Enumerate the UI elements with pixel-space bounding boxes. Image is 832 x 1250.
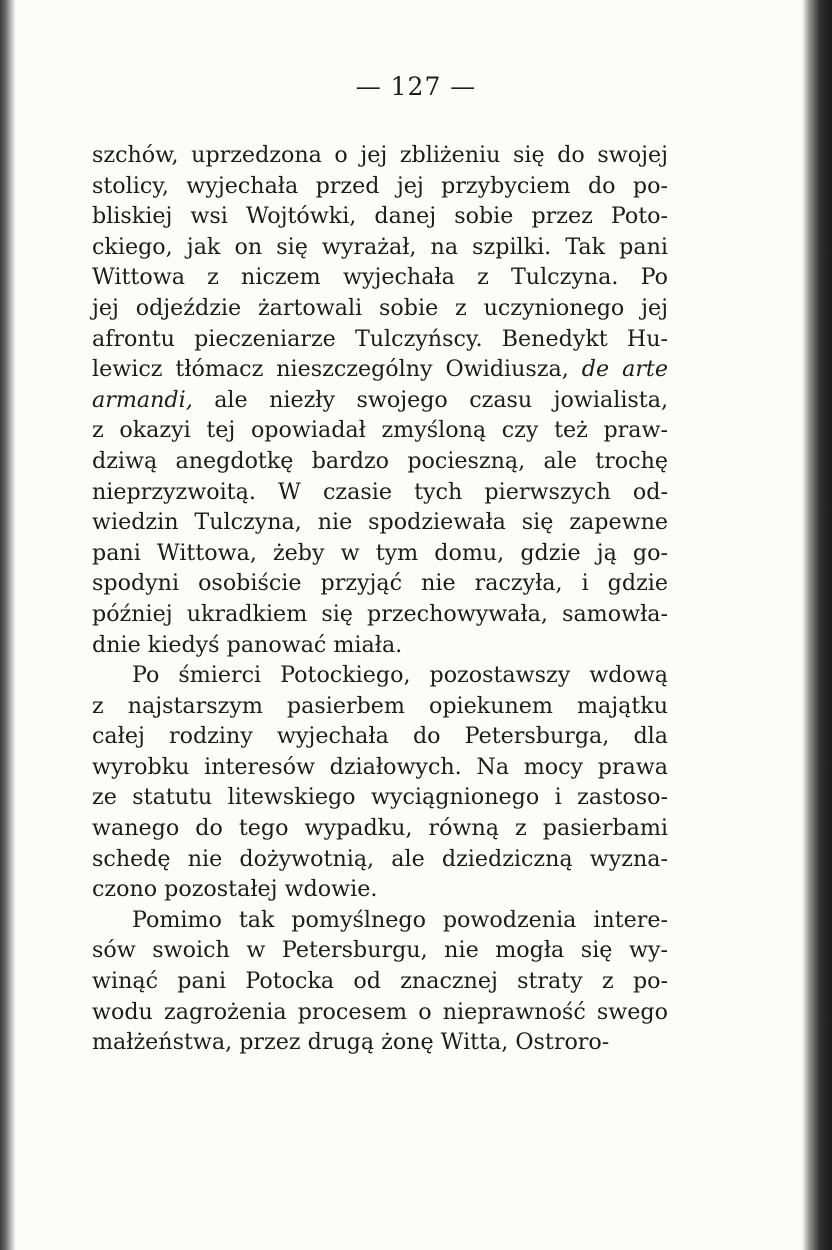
text-line: nieprzyzwoitą. W czasie tych pierwszych od-	[92, 478, 668, 505]
text-line: Wittowa z niczem wyjechała z Tulczyna. Po	[92, 264, 668, 291]
page-right-edge-shadow	[802, 0, 832, 1250]
text-line: ze statutu litewskiego wyciągnionego i zastoso-	[92, 784, 668, 811]
text-line: Po śmierci Potockiego, pozostawszy wdową	[132, 662, 668, 689]
page-left-edge-shadow	[0, 0, 16, 1250]
text-line: dnie kiedyś panować miała.	[92, 631, 403, 658]
text-line: z okazyi tej opowiadał zmyśloną czy też praw-	[92, 417, 668, 444]
text-line: małżeństwa, przez drugą żonę Witta, Ostroro-	[92, 1029, 610, 1056]
text-line: sów swoich w Petersburgu, nie mogła się wy-	[92, 937, 668, 964]
text-line: wyrobku interesów działowych. Na mocy prawa	[92, 753, 668, 780]
paragraph	[92, 660, 668, 905]
text-line: później ukradkiem się przechowywała, samowła-	[92, 600, 668, 627]
text-line: pani Wittowa, żeby w tym domu, gdzie ją go-	[92, 539, 668, 566]
text-line: wodu zagrożenia procesem o nieprawność swego	[92, 998, 668, 1025]
text-line: bliskiej wsi Wojtówki, danej sobie przez Poto-	[92, 203, 668, 230]
paragraph	[92, 140, 668, 660]
text-line: całej rodziny wyjechała do Petersburga, dla	[92, 723, 668, 750]
page-number: — 127 —	[355, 72, 477, 101]
text-line: lewicz tłómacz nieszczególny Owidiusza, de arte	[92, 356, 668, 383]
text-line: czono pozostałej wdowie.	[92, 876, 378, 903]
text-line: dziwą anegdotkę bardzo pocieszną, ale trochę	[92, 447, 668, 474]
text-line: stolicy, wyjechała przed jej przybyciem do po-	[92, 172, 668, 199]
paragraph	[92, 905, 668, 1058]
text-line: afrontu pieczeniarze Tulczyńscy. Benedykt Hu-	[92, 325, 668, 352]
text-line: ckiego, jak on się wyrażał, na szpilki. Tak pani	[92, 233, 668, 260]
text-line: z najstarszym pasierbem opiekunem majątku	[92, 692, 668, 719]
text-line: szchów, uprzedzona o jej zbliżeniu się do swojej	[92, 142, 668, 168]
text-line: Pomimo tak pomyślnego powodzenia intere-	[132, 906, 668, 933]
text-line: winąć pani Potocka od znacznej straty z po-	[92, 968, 668, 995]
text-line: jej odjeździe żartowali sobie z uczynionego jej	[92, 294, 668, 321]
text-line: wanego do tego wypadku, równą z pasierbami	[92, 815, 668, 842]
text-line: armandi, ale niezły swojego czasu jowialista,	[92, 386, 668, 413]
text-line: schedę nie dożywotnią, ale dziedziczną wyzna-	[92, 845, 668, 872]
body-text	[92, 140, 668, 1058]
text-line: wiedzin Tulczyna, nie spodziewała się zapewne	[92, 509, 668, 536]
text-line: spodyni osobiście przyjąć nie raczyła, i gdzie	[92, 570, 668, 597]
